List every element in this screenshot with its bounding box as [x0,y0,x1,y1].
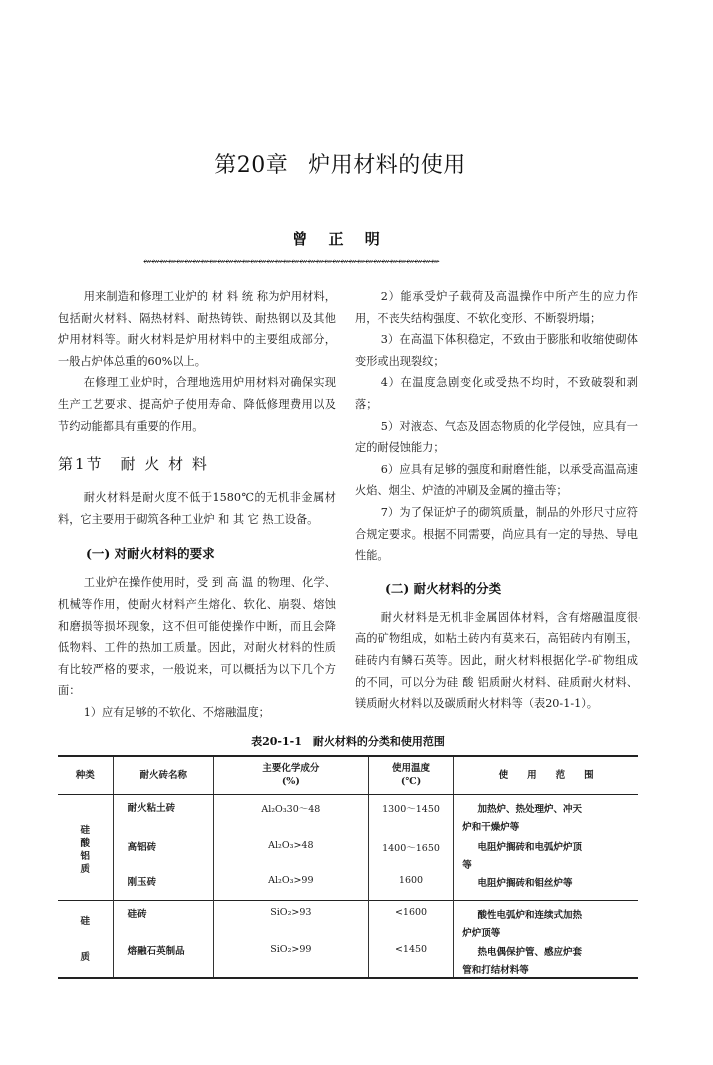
table-cell: Al₂O₃>99 [268,874,314,886]
header-composition-line1: 主要化学成分 [262,763,320,775]
header-temperature-line2: (℃) [400,776,422,788]
header-composition [213,756,368,794]
section-intro-paragraph: 耐火材料是耐火度不低于1580℃的无机非金属材料，它主要用于砌筑各种工业炉 和 其 它 热工设备。 [58,491,336,526]
table-cell: 酸性电弧炉和连续式加热 [477,909,582,921]
table-cell: 1300～1450 [382,803,440,815]
table-cell: 熔融石英制品 [127,945,185,957]
table-cell: <1600 [394,906,428,918]
table-cell: 炉炉顶等 [462,927,501,939]
requirement-1: 1）应有足够的不软化、不熔融温度； [83,705,270,719]
table-cell: 炉和干燥炉等 [462,821,520,833]
table-cell: Al₂O₃30～48 [261,803,321,815]
header-brick-name: 耐火砖名称 [113,756,213,794]
left-column [58,286,336,724]
header-composition-line2: (%) [281,776,300,788]
table-cell: 高铝砖 [127,841,157,853]
table-cell: SiO₂>99 [270,943,312,955]
category-siliceous [58,900,113,978]
table-cell: 管和打结材料等 [462,964,529,976]
table-cell: 1600 [398,874,424,886]
header-temperature-line1: 使用温度 [392,763,431,775]
brick-name-cell [113,794,213,900]
usage-cell [454,900,638,978]
header-usage: 使 用 范 围 [454,756,638,794]
table-header-row [58,756,638,794]
category-siliceous-bottom: 质 [80,951,91,963]
table-group-aluminosilicate [58,794,638,900]
table-cell: SiO₂>93 [270,906,312,918]
usage-cell [454,794,638,900]
decorative-divider: ⇜⇜⇜⇜⇜⇜⇜⇜⇜⇜⇜⇜⇜⇜⇜⇜⇜⇜⇜⇜⇜⇜⇜⇜⇜⇜⇜⇜⇜⇜⇜⇜⇜⇜⇜⇜ [143,256,439,268]
temperature-cell [368,900,453,978]
subsection-1-title: (一) 对耐火材料的要求 [86,546,215,562]
subsection-2-paragraph: 耐火材料是无机非金属固体材料，含有熔融温度很高的矿物组成，如粘土砖内有莫来石，高铝砖内有刚玉，硅砖内有鳞石英等。因此，耐火材料根据化学-矿物组成的不同，可以分为硅 酸 铝质耐火材料、硅质耐火材料、镁质耐火材料以及碳质耐火材料等（表20-1-1）。 [355,610,638,711]
table-cell: 刚玉砖 [127,876,157,888]
table-cell: <1450 [394,943,428,955]
author-name: 曾 正 明 [292,230,388,248]
table-cell: 热电偶保护管、感应炉套 [477,946,582,958]
temperature-cell [368,794,453,900]
requirement-6: 6）应具有足够的强度和耐磨性能，以承受高温高速火焰、烟尘、炉渣的冲刷及金属的撞击等； [355,462,638,498]
table-cell: 硅砖 [127,908,147,920]
brick-name-cell [113,900,213,978]
table-cell: 耐火粘土砖 [127,802,176,814]
composition-cell [213,900,368,978]
table-caption: 表20-1-1 耐火材料的分类和使用范围 [251,735,445,748]
section-title: 第1节 耐 火 材 料 [58,455,209,474]
table-cell: 电阻炉搁砖和电弧炉炉顶 [477,841,582,853]
right-column [355,286,638,715]
scan-speck: · [638,614,641,623]
chapter-title-text: 炉用材料的使用 [308,153,466,178]
subsection-2-title: (二) 耐火材料的分类 [385,580,502,596]
intro-paragraph-1: 用来制造和修理工业炉的 材 料 统 称为炉用材料，包括耐火材料、隔热材料、耐热铸铁、耐热钢以及其他炉用材料等。耐火材料是炉用材料中的主要组成部分，一般占炉体总重的60%以上。 [58,290,336,368]
header-temperature [368,756,453,794]
requirement-3: 3）在高温下体积稳定，不致由于膨胀和收缩使砌体变形或出现裂纹； [355,333,638,368]
category-siliceous-top: 硅 [80,915,91,927]
requirement-4: 4）在温度急剧变化或受热不均时，不致破裂和剥落； [355,376,638,411]
subsection-1-paragraph: 工业炉在操作使用时，受 到 高 温 的物理、化学、机械等作用，使耐火材料产生熔化、软化、崩裂、熔蚀和磨损等损坏现象，这不但可能使操作中断，而且会降低物料、工件的热加工质量。因此，对耐火材料的性质有比较严格的要求，一般说来，可以概括为以下几个方面： [58,576,336,698]
table-cell: 等 [462,859,472,871]
table-group-siliceous [58,900,638,978]
requirement-2: 2）能承受炉子载荷及高温操作中所产生的应力作用，不丧失结构强度、不软化变形、不断裂坍塌； [355,290,638,325]
table-cell: Al₂O₃>48 [268,839,314,851]
chapter-title [0,148,680,179]
table-cell: 电阻炉搁砖和钼丝炉等 [477,877,573,889]
refractory-classification-table [58,755,638,979]
composition-cell [213,794,368,900]
header-category: 种类 [58,756,113,794]
intro-paragraph-2: 在修理工业炉时，合理地选用炉用材料对确保实现生产工艺要求、提高炉子使用寿命、降低修理费用以及节约动能都具有重要的作用。 [58,376,336,433]
chapter-number: 第20章 [214,153,289,178]
category-aluminosilicate: 硅 酸 铝 质 [80,825,91,875]
requirement-7: 7）为了保证炉子的砌筑质量，制品的外形尺寸应符合规定要求。根据不同需要，尚应具有一定的导热、导电性能。 [355,505,638,563]
table-cell: 1400～1650 [382,842,440,854]
requirement-5: 5）对液态、气态及固态物质的化学侵蚀，应具有一定的耐侵蚀能力； [355,419,638,455]
table-cell: 加热炉、热处理炉、冲天 [477,803,582,815]
